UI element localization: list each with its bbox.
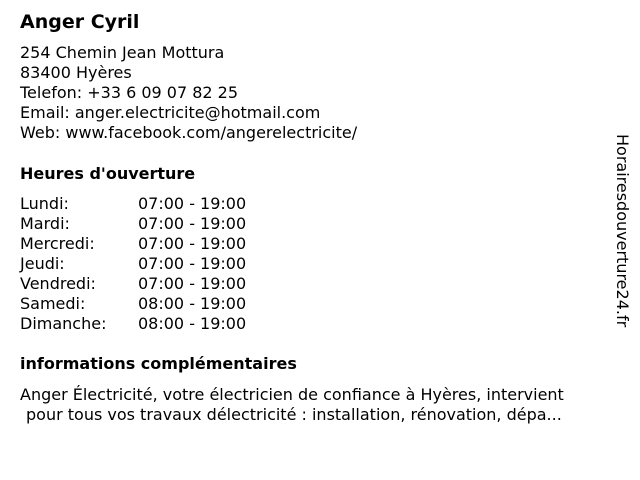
additional-info-heading: informations complémentaires — [20, 354, 297, 373]
day-label: Mercredi: — [20, 234, 95, 253]
day-label: Jeudi: — [20, 254, 65, 273]
time-range: 07:00 - 19:00 — [138, 214, 247, 233]
day-label: Mardi: — [20, 214, 70, 233]
phone-line: Telefon: +33 6 09 07 82 25 — [20, 83, 239, 102]
site-watermark: Horairesdouverture24.fr — [613, 134, 632, 328]
info-line-2: pour tous vos travaux délectricité : installation, rénovation, dépa... — [26, 405, 562, 424]
time-range: 07:00 - 19:00 — [138, 194, 247, 213]
time-range: 07:00 - 19:00 — [138, 274, 247, 293]
hours-row-monday — [20, 194, 280, 214]
additional-info-text — [20, 385, 620, 425]
hours-row-friday — [20, 274, 280, 294]
time-range: 07:00 - 19:00 — [138, 254, 247, 273]
address-city: 83400 Hyères — [20, 63, 132, 82]
business-name: Anger Cyril — [20, 11, 140, 33]
opening-hours-heading: Heures d'ouverture — [20, 164, 196, 183]
address-street: 254 Chemin Jean Mottura — [20, 43, 225, 62]
email-line: Email: anger.electricite@hotmail.com — [20, 103, 321, 122]
info-line-1: Anger Électricité, votre électricien de confiance à Hyères, intervient — [20, 385, 564, 404]
day-label: Vendredi: — [20, 274, 96, 293]
contact-block — [20, 43, 357, 143]
hours-row-tuesday — [20, 214, 280, 234]
hours-row-sunday — [20, 314, 280, 334]
web-line: Web: www.facebook.com/angerelectricite/ — [20, 123, 358, 142]
hours-row-saturday — [20, 294, 280, 314]
time-range: 08:00 - 19:00 — [138, 294, 247, 313]
time-range: 08:00 - 19:00 — [138, 314, 247, 333]
opening-hours-table — [20, 194, 280, 334]
day-label: Lundi: — [20, 194, 69, 213]
hours-row-wednesday — [20, 234, 280, 254]
day-label: Dimanche: — [20, 314, 107, 333]
day-label: Samedi: — [20, 294, 86, 313]
hours-row-thursday — [20, 254, 280, 274]
time-range: 07:00 - 19:00 — [138, 234, 247, 253]
